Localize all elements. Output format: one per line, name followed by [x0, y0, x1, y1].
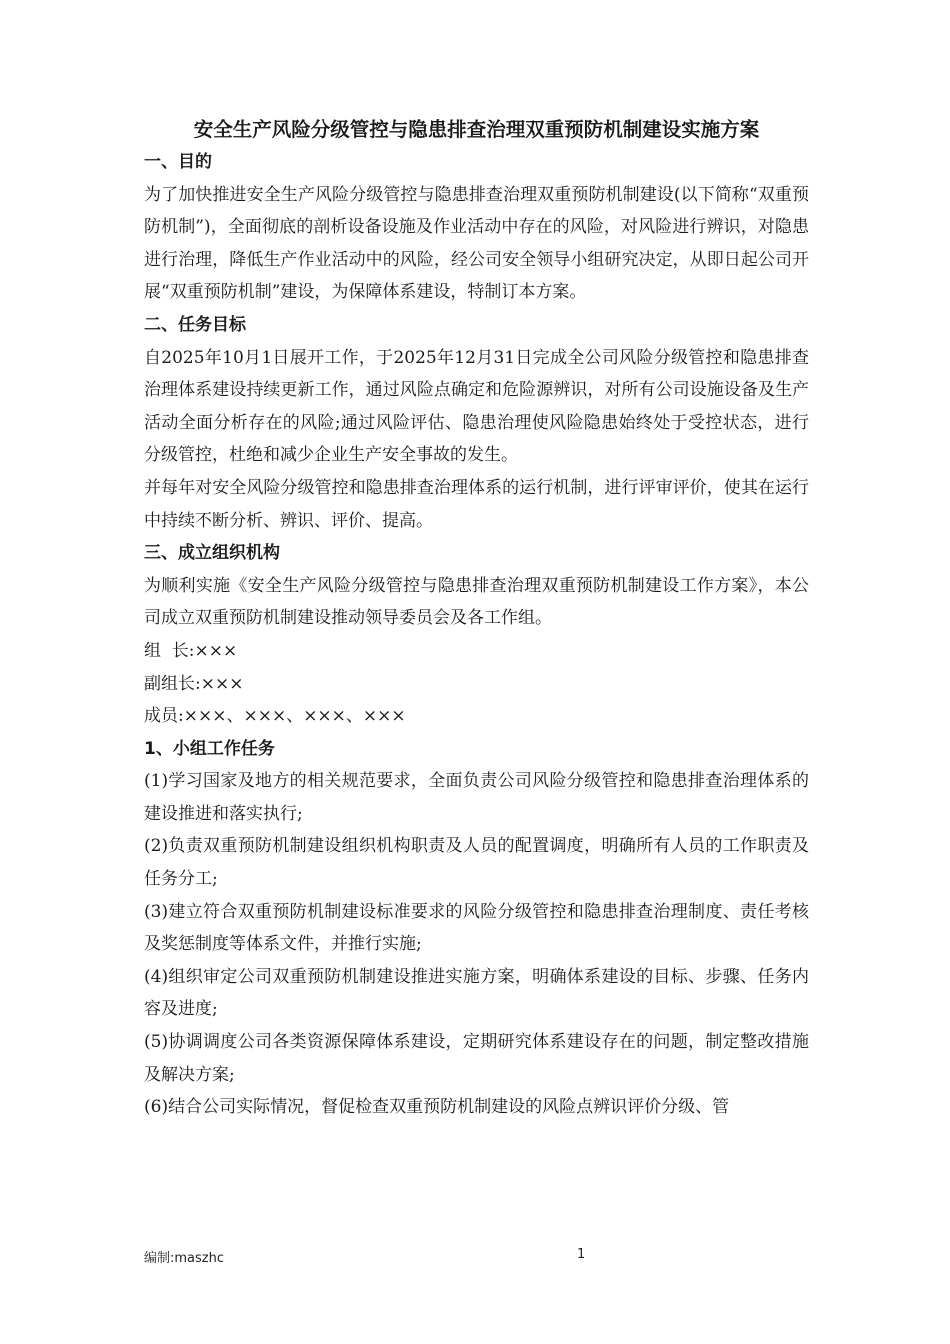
section-heading-objectives: 二、任务目标 — [144, 314, 246, 335]
document-title: 安全生产风险分级管控与隐患排查治理双重预防机制建设实施方案 — [193, 118, 760, 141]
members-line: 成员:×××、×××、×××、××× — [144, 706, 406, 727]
paragraph-organization: 为顺利实施《安全生产风险分级管控与隐患排查治理双重预防机制建设工作方案》，本公司成立双重预防机制建设推动领导委员会及各工作组。 — [144, 575, 809, 629]
document-body — [144, 114, 809, 1124]
task-item-5: (5)协调调度公司各类资源保障体系建设，定期研究体系建设存在的问题，制定整改措施及解决方案; — [144, 1032, 809, 1085]
paragraph-purpose: 为了加快推进安全生产风险分级管控与隐患排查治理双重预防机制建设(以下简称“双重预防机制”)，全面彻底的剖析设备设施及作业活动中存在的风险，对风险进行辨识，对隐患进行治理，降低生产作业活动中的风险，经公司安全领导小组研究决定，从即日起公司开展“双重预防机制”建设，为保障体系建设，特制订本方案。 — [144, 184, 809, 303]
section-heading-organization: 三、成立组织机构 — [144, 543, 280, 564]
task-item-3: (3)建立符合双重预防机制建设标准要求的风险分级管控和隐患排查治理制度、责任考核及奖惩制度等体系文件，并推行实施; — [144, 901, 809, 955]
task-item-4: (4)组织审定公司双重预防机制建设推进实施方案，明确体系建设的目标、步骤、任务内容及进度; — [144, 966, 809, 1020]
leader-line: 组 长:××× — [144, 640, 238, 661]
paragraph-objectives-2: 并每年对安全风险分级管控和隐患排查治理体系的运行机制，进行评审评价，使其在运行中持续不断分析、辨识、评价、提高。 — [144, 477, 809, 531]
task-item-1: (1)学习国家及地方的相关规范要求，全面负责公司风险分级管控和隐患排查治理体系的建设推进和落实执行; — [144, 771, 809, 824]
deputy-line: 副组长:××× — [144, 673, 244, 694]
subsection-heading-tasks: 1、小组工作任务 — [144, 738, 275, 759]
footer-page-number: 1 — [577, 1247, 586, 1262]
section-heading-purpose: 一、目的 — [144, 152, 212, 172]
footer-editor: 编制:maszhc — [144, 1251, 224, 1266]
task-item-6: (6)结合公司实际情况，督促检查双重预防机制建设的风险点辨识评价分级、管 — [144, 1097, 730, 1118]
paragraph-objectives-1: 自2025年10月1日展开工作，于2025年12月31日完成全公司风险分级管控和隐患排查治理体系建设持续更新工作，通过风险点确定和危险源辨识，对所有公司设施设备及生产活动全面分析存在的风险;通过风险评估、隐患治理使风险隐患始终处于受控状态，进行分级管控，杜绝和减少企业生产安全事故的发生。 — [144, 347, 809, 466]
task-item-2: (2)负责双重预防机制建设组织机构职责及人员的配置调度，明确所有人员的工作职责及任务分工; — [144, 836, 809, 890]
